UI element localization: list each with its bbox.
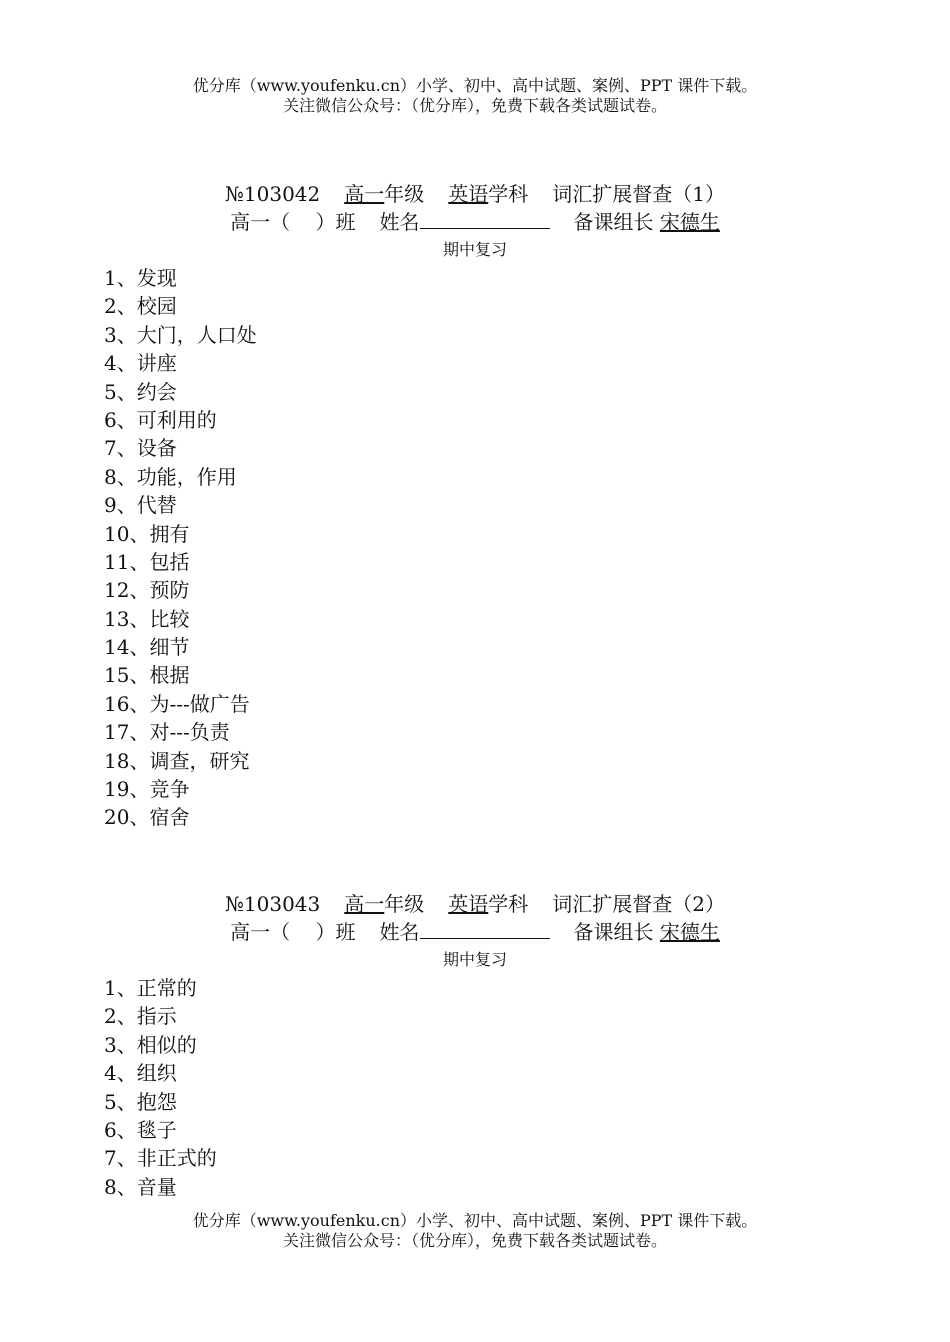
doc-number: №103043 bbox=[224, 892, 321, 916]
subject-underlined: 英语 bbox=[448, 182, 489, 206]
footer-line-1: 优分库（www.youfenku.cn）小学、初中、高中试题、案例、PPT 课件下载。 bbox=[192, 1211, 758, 1230]
task-title: 词汇扩展督查（1） bbox=[552, 182, 725, 206]
list-item: 7、设备 bbox=[104, 436, 177, 461]
name-label: 姓名 bbox=[379, 920, 420, 944]
list-item: 11、包括 bbox=[104, 549, 190, 574]
list-item: 1、发现 bbox=[104, 266, 177, 290]
header-banner bbox=[0, 76, 950, 116]
leader-label: 备课组长 bbox=[573, 920, 654, 944]
leader-label: 备课组长 bbox=[573, 210, 654, 234]
list-item: 3、相似的 bbox=[104, 1032, 197, 1057]
list-item: 19、竞争 bbox=[104, 777, 190, 802]
list-item: 15、根据 bbox=[104, 663, 190, 688]
leader-name: 宋德生 bbox=[659, 920, 720, 944]
list-item: 13、比较 bbox=[104, 606, 190, 631]
list-item: 8、音量 bbox=[104, 1174, 177, 1199]
list-item: 20、宿舍 bbox=[104, 805, 190, 830]
worksheet-section-2 bbox=[0, 890, 950, 1201]
class-name-line bbox=[0, 918, 950, 946]
grade-underlined: 高一 bbox=[344, 182, 385, 206]
section-subtitle: 期中复习 bbox=[442, 950, 507, 969]
list-item: 4、讲座 bbox=[104, 351, 177, 376]
list-item: 9、代替 bbox=[104, 493, 177, 518]
list-item: 1、正常的 bbox=[104, 976, 197, 1000]
list-item: 6、可利用的 bbox=[104, 407, 217, 432]
grade-suffix: 年级 bbox=[384, 182, 425, 206]
header-line-2: 关注微信公众号：（优分库），免费下载各类试题试卷。 bbox=[282, 96, 667, 115]
list-item: 7、非正式的 bbox=[104, 1146, 217, 1171]
vocab-list bbox=[0, 974, 950, 1201]
list-item: 3、大门，人口处 bbox=[104, 322, 257, 347]
footer-banner bbox=[0, 1211, 950, 1251]
subject-suffix: 学科 bbox=[488, 182, 529, 206]
section-title bbox=[0, 180, 950, 208]
list-item: 5、约会 bbox=[104, 379, 177, 404]
list-item: 14、细节 bbox=[104, 635, 190, 660]
list-item: 2、校园 bbox=[104, 294, 177, 319]
list-item: 16、为---做广告 bbox=[104, 691, 250, 716]
class-label: 高一（ ）班 bbox=[230, 920, 356, 944]
subject-underlined: 英语 bbox=[448, 892, 489, 916]
list-item: 18、调查，研究 bbox=[104, 748, 250, 773]
leader-name: 宋德生 bbox=[659, 210, 720, 234]
header-line-1: 优分库（www.youfenku.cn）小学、初中、高中试题、案例、PPT 课件下载。 bbox=[192, 76, 758, 95]
section-subtitle: 期中复习 bbox=[442, 240, 507, 259]
name-blank[interactable] bbox=[420, 920, 550, 939]
list-item: 2、指示 bbox=[104, 1004, 177, 1029]
grade-suffix: 年级 bbox=[384, 892, 425, 916]
list-item: 4、组织 bbox=[104, 1061, 177, 1086]
grade-underlined: 高一 bbox=[344, 892, 385, 916]
class-name-line bbox=[0, 208, 950, 236]
footer-line-2: 关注微信公众号：（优分库），免费下载各类试题试卷。 bbox=[282, 1231, 667, 1250]
list-item: 8、功能，作用 bbox=[104, 464, 237, 489]
list-item: 10、拥有 bbox=[104, 521, 190, 546]
doc-number: №103042 bbox=[224, 182, 321, 206]
list-item: 5、抱怨 bbox=[104, 1089, 177, 1114]
subject-suffix: 学科 bbox=[488, 892, 529, 916]
worksheet-section-1 bbox=[0, 180, 950, 832]
class-label: 高一（ ）班 bbox=[230, 210, 356, 234]
list-item: 12、预防 bbox=[104, 578, 190, 603]
vocab-list bbox=[0, 264, 950, 832]
task-title: 词汇扩展督查（2） bbox=[552, 892, 725, 916]
name-label: 姓名 bbox=[379, 210, 420, 234]
list-item: 17、对---负责 bbox=[104, 720, 230, 745]
name-blank[interactable] bbox=[420, 210, 550, 229]
section-title bbox=[0, 890, 950, 918]
list-item: 6、毯子 bbox=[104, 1117, 177, 1142]
